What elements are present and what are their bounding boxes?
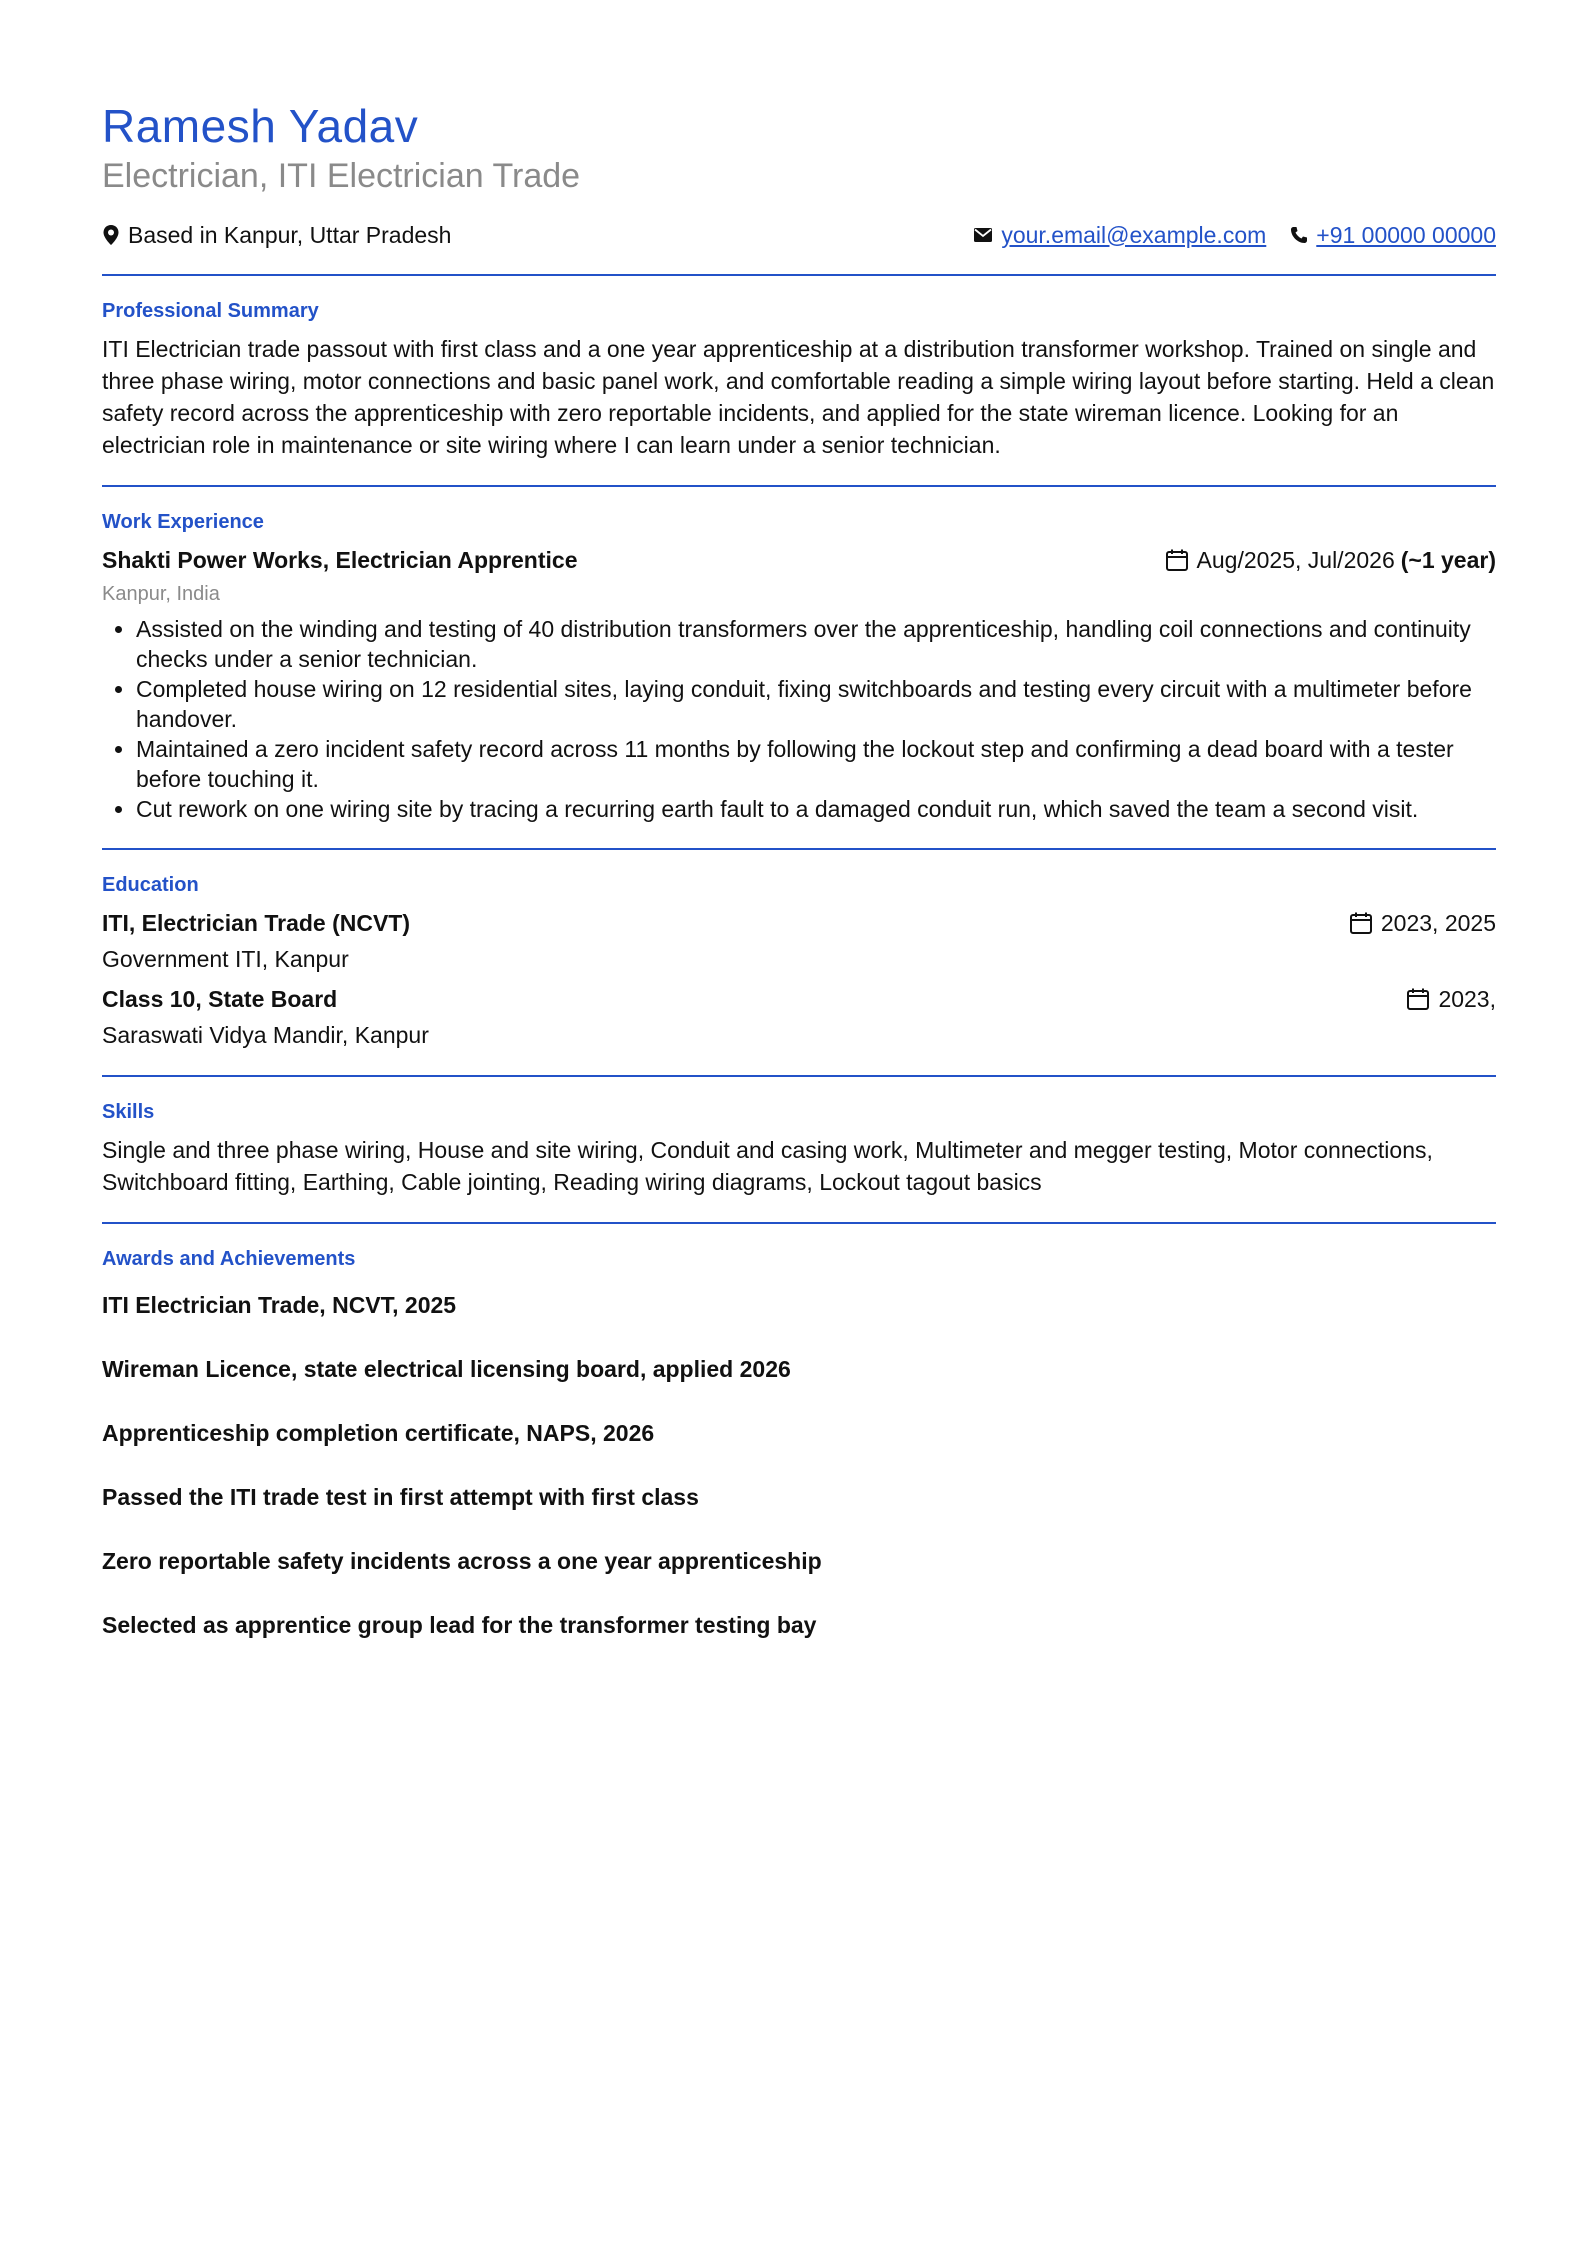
award-item: Zero reportable safety incidents across a one year apprenticeship (102, 1548, 822, 1574)
award-item: Selected as apprentice group lead for the transformer testing bay (102, 1612, 817, 1638)
list-item: • Maintained a zero incident safety record across 11 months by following the lockout step and confirming a dead board with a tester before touching it. (136, 734, 1496, 794)
location-text: Based in Kanpur, Uttar Pradesh (128, 221, 452, 248)
phone-icon (1290, 226, 1308, 244)
company-name: Shakti Power Works (102, 547, 323, 573)
awards-section (102, 1248, 1496, 1641)
school-name: Saraswati Vidya Mandir, Kanpur (102, 1022, 429, 1048)
resume-page (102, 96, 1496, 1673)
section-divider (102, 485, 1496, 487)
job-duration: (~1 year) (1400, 547, 1496, 573)
section-heading: Education (102, 874, 199, 896)
candidate-name: Ramesh Yadav (102, 100, 419, 152)
candidate-title: Electrician, ITI Electrician Trade (102, 157, 581, 195)
calendar-icon (1406, 987, 1430, 1011)
education-item (102, 907, 1496, 939)
summary-text: ITI Electrician trade passout with first class and a one year apprenticeship at a distribution transformer workshop. Trained on single and three phase wiring, motor connections and basic panel work, and comfortable reading a simple wiring layout before starting. Held a clean safety record across the apprenticeship with zero reportable incidents, and applied for the state wireman licence. Looking for an electrician role in maintenance or site wiring where I can learn under a senior technician. (102, 336, 1495, 458)
job-header (102, 544, 1496, 576)
award-item: Wireman Licence, state electrical licensing board, applied 2026 (102, 1356, 791, 1382)
education-date-range: 2023, 2025 (1380, 910, 1496, 936)
experience-section (102, 511, 1496, 824)
degree-name: Class 10, State Board (102, 986, 338, 1012)
email-contact (973, 222, 1266, 249)
education-section (102, 874, 1496, 1051)
calendar-icon (1349, 911, 1373, 935)
skills-section (102, 1101, 1496, 1198)
envelope-icon (973, 227, 993, 243)
award-item: ITI Electrician Trade, NCVT, 2025 (102, 1292, 457, 1318)
contact-bar (102, 220, 1496, 250)
phone-link[interactable]: +91 00000 00000 (1316, 221, 1496, 248)
contact-links (949, 222, 1496, 249)
job-date-range: Aug/2025, Jul/2026 (1196, 547, 1395, 573)
section-heading: Professional Summary (102, 300, 319, 322)
phone-contact (1290, 222, 1496, 249)
section-divider (102, 1222, 1496, 1224)
list-item: • Cut rework on one wiring site by tracing a recurring earth fault to a damaged conduit run, which saved the team a second visit. (136, 794, 1496, 824)
award-item: Passed the ITI trade test in first attempt with first class (102, 1484, 699, 1510)
education-dates (1349, 907, 1496, 939)
section-heading: Awards and Achievements (102, 1248, 356, 1270)
location (102, 222, 451, 249)
award-item: Apprenticeship completion certificate, NAPS, 2026 (102, 1420, 655, 1446)
degree-name: ITI, Electrician Trade (NCVT) (102, 910, 411, 936)
list-item: • Completed house wiring on 12 residential sites, laying conduit, fixing switchboards and testing every circuit with a multimeter before handover. (136, 674, 1496, 734)
section-divider (102, 848, 1496, 850)
calendar-icon (1165, 548, 1189, 572)
education-date-range: 2023, (1438, 986, 1496, 1012)
education-item (102, 983, 1496, 1015)
job-title-line: Shakti Power Works, Electrician Apprentice (102, 547, 578, 573)
skills-text: Single and three phase wiring, House and site wiring, Conduit and casing work, Multimeter and megger testing, Motor connections, Switchboard fitting, Earthing, Cable jointing, Reading wiring diagrams, Lockout tagout basics (102, 1137, 1433, 1195)
section-heading: Skills (102, 1101, 155, 1123)
list-item: • Assisted on the winding and testing of 40 distribution transformers over the apprenticeship, handling coil connections and continuity checks under a senior technician. (136, 614, 1496, 674)
map-pin-icon (102, 224, 120, 246)
job-dates (1165, 544, 1496, 576)
summary-section (102, 300, 1496, 461)
section-heading: Work Experience (102, 511, 264, 533)
job-bullets (102, 614, 1496, 824)
school-name: Government ITI, Kanpur (102, 946, 349, 972)
section-divider (102, 274, 1496, 276)
section-divider (102, 1075, 1496, 1077)
job-location: Kanpur, India (102, 583, 220, 605)
email-link[interactable]: your.email@example.com (1001, 221, 1267, 248)
job-role: Electrician Apprentice (335, 547, 578, 573)
education-dates (1406, 983, 1496, 1015)
